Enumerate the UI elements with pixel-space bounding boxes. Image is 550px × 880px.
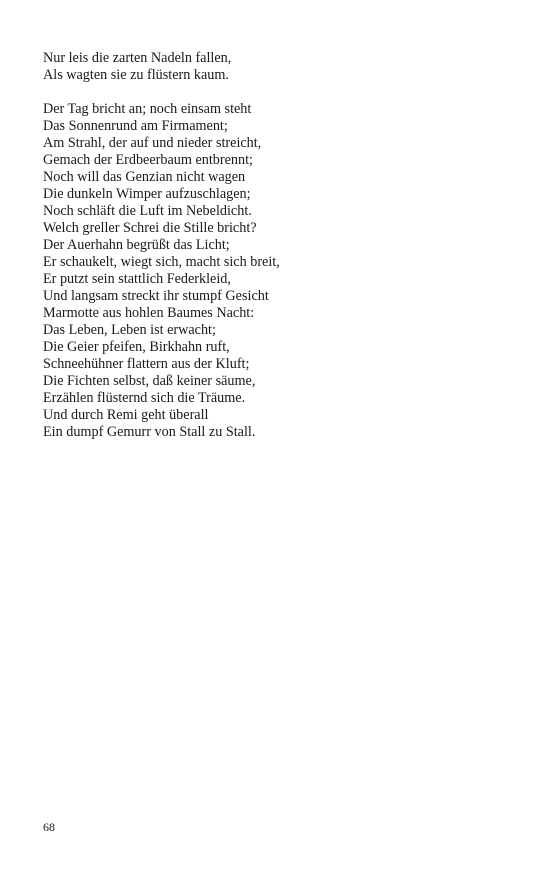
poem-line: Am Strahl, der auf und nieder streicht, [43, 135, 262, 151]
page-number: 68 [43, 820, 55, 834]
poem-line: Er putzt sein stattlich Federkleid, [43, 271, 231, 287]
poem-line: Er schaukelt, wiegt sich, macht sich breit, [43, 254, 280, 270]
poem-line: Der Tag bricht an; noch einsam steht [43, 101, 252, 117]
poem-line: Erzählen flüsternd sich die Träume. [43, 390, 246, 406]
poem-line: Marmotte aus hohlen Baumes Nacht: [43, 305, 255, 321]
poem-line: Schneehühner flattern aus der Kluft; [43, 356, 250, 372]
poem-line: Und durch Remi geht überall [43, 407, 209, 423]
poem-line: Das Sonnenrund am Firmament; [43, 118, 228, 134]
poem-line: Welch greller Schrei die Stille bricht? [43, 220, 257, 236]
poem-line: Noch will das Genzian nicht wagen [43, 169, 246, 185]
poem-stanza-2 [43, 101, 280, 441]
poem-line: Gemach der Erdbeerbaum entbrennt; [43, 152, 253, 168]
poem-line: Die dunkeln Wimper aufzuschlagen; [43, 186, 251, 202]
poem-line: Die Fichten selbst, daß keiner säume, [43, 373, 256, 389]
poem-stanza-1 [43, 50, 231, 84]
poem-line: Ein dumpf Gemurr von Stall zu Stall. [43, 424, 256, 440]
poem-line: Die Geier pfeifen, Birkhahn ruft, [43, 339, 230, 355]
poem-line: Der Auerhahn begrüßt das Licht; [43, 237, 230, 253]
poem-line: Nur leis die zarten Nadeln fallen, [43, 50, 232, 66]
poem-line: Das Leben, Leben ist erwacht; [43, 322, 216, 338]
poem-line: Noch schläft die Luft im Nebeldicht. [43, 203, 252, 219]
poem-line: Als wagten sie zu flüstern kaum. [43, 67, 229, 83]
poem-line: Und langsam streckt ihr stumpf Gesicht [43, 288, 269, 304]
